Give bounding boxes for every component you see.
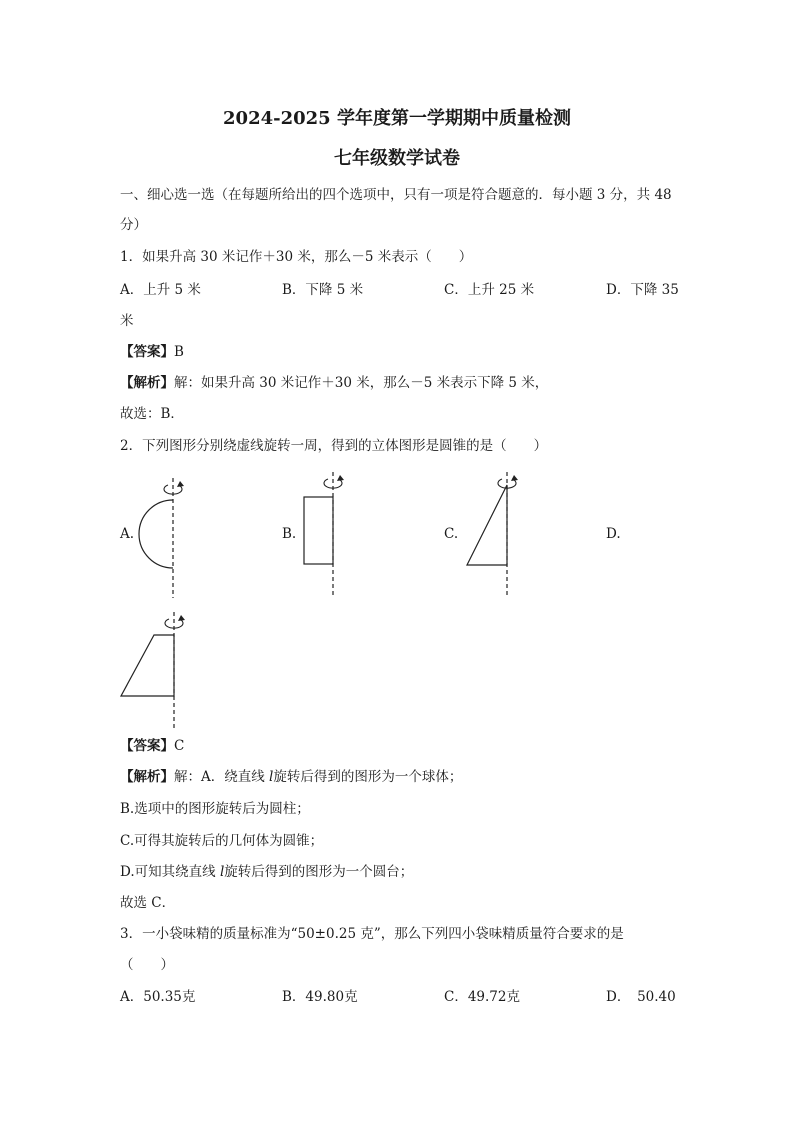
analysis-text-a-post: 旋转后得到的图形为一个球体； [273, 769, 463, 785]
line-symbol: l [269, 769, 274, 785]
q2-option-a-label: A. [120, 526, 135, 542]
q1-option-a: A．上升 5 米 [120, 282, 201, 298]
figure-c-triangle [460, 466, 530, 602]
q1-option-d-wrap: 米 [120, 313, 134, 329]
question-1-stem: 1．如果升高 30 米记作＋30 米，那么－5 米表示（ ） [120, 249, 473, 265]
analysis-text-a-pre: 解：A．绕直线 [174, 769, 270, 785]
exam-title: 2024-2025 学年度第一学期期中质量检测 [223, 108, 571, 129]
section-heading-wrap: 分） [120, 217, 147, 233]
line-symbol: l [219, 864, 225, 880]
q2-conclusion: 故选 C． [120, 895, 176, 911]
analysis-text: 解：如果升高 30 米记作＋30 米，那么－5 米表示下降 5 米， [174, 375, 549, 391]
q3-option-b: B．49.80克 [282, 989, 358, 1005]
q2-analysis [120, 768, 462, 786]
q1-option-c: C．上升 25 米 [444, 282, 535, 298]
q2-option-d-label: D. [606, 526, 621, 542]
figure-d-trapezoid [114, 606, 204, 734]
analysis-text-d-post: 旋转后得到的图形为一个圆台； [224, 864, 414, 880]
q2-option-b-label: B. [282, 526, 297, 542]
q1-answer [120, 343, 184, 361]
answer-tag: 【答案】 [120, 344, 174, 360]
q3-option-d: D． 50.40 [606, 989, 676, 1005]
answer-value: C [174, 738, 185, 754]
question-2-stem: 2．下列图形分别绕虚线旋转一周，得到的立体图形是圆锥的是（ ） [120, 438, 548, 454]
analysis-text-d-pre: D.可知其绕直线 [120, 864, 220, 880]
q3-option-c: C．49.72克 [444, 989, 520, 1005]
q3-option-a: A．50.35克 [120, 989, 196, 1005]
q2-analysis-c: C.可得其旋转后的几何体为圆锥； [120, 833, 324, 849]
q1-analysis [120, 374, 548, 392]
question-3-stem: 3．一小袋味精的质量标准为“50±0.25 克”，那么下列四小袋味精质量符合要求的是 [120, 926, 624, 942]
answer-tag: 【答案】 [120, 738, 174, 754]
analysis-tag: 【解析】 [120, 375, 174, 391]
figure-a-semicircle [130, 472, 200, 602]
q2-analysis-d [120, 863, 413, 881]
analysis-tag: 【解析】 [120, 769, 174, 785]
q1-conclusion: 故选：B． [120, 406, 184, 422]
section-heading: 一、细心选一选（在每题所给出的四个选项中，只有一项是符合题意的．每小题 3 分，共 48 [120, 187, 672, 203]
q1-option-b: B．下降 5 米 [282, 282, 364, 298]
q2-option-c-label: C. [444, 526, 459, 542]
figure-b-rectangle [296, 466, 366, 602]
answer-value: B [174, 344, 184, 360]
q1-option-d: D．下降 35 [606, 282, 679, 298]
q2-analysis-b: B.选项中的图形旋转后为圆柱； [120, 801, 310, 817]
q2-answer [120, 737, 184, 755]
exam-subtitle: 七年级数学试卷 [334, 148, 460, 169]
question-3-stem-wrap: （ ） [120, 957, 174, 973]
